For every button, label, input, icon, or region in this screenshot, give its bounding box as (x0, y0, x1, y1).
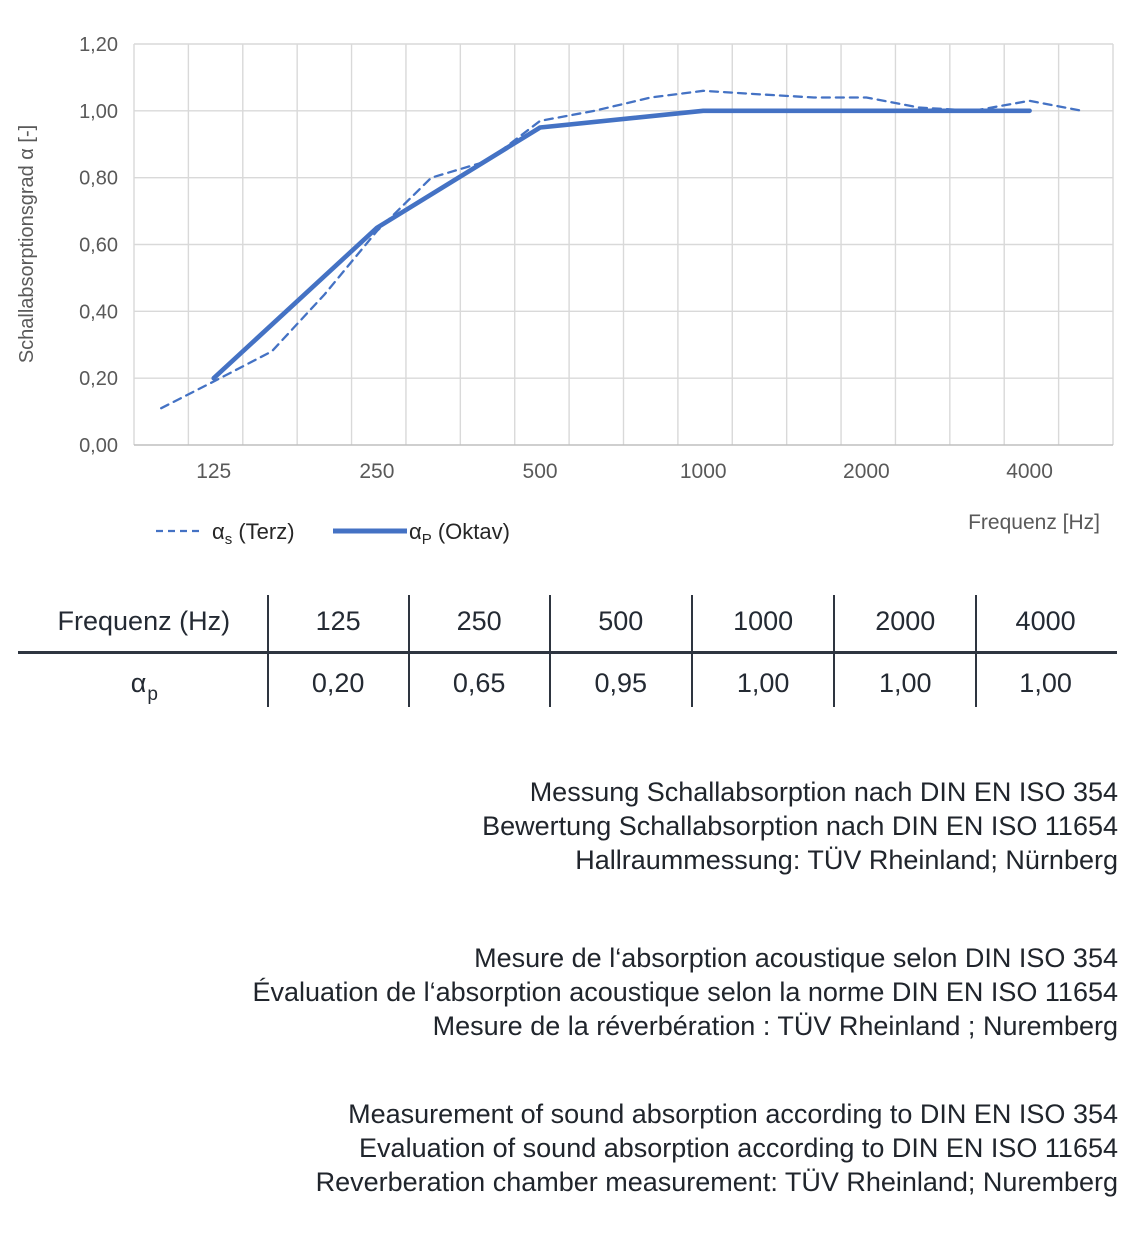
y-tick-label: 0,40 (79, 301, 118, 324)
note-line: Mesure de l‘absorption acoustique selon DIN ISO 354 (474, 943, 1118, 973)
note-line: Measurement of sound absorption according to DIN EN ISO 354 (348, 1099, 1118, 1129)
table-frequency-header: 250 (456, 606, 502, 636)
note-block-de (20, 775, 1118, 877)
note-line: Evaluation of sound absorption according to DIN EN ISO 11654 (359, 1133, 1118, 1163)
x-tick-label: 125 (196, 460, 232, 483)
note-line: Hallraummessung: TÜV Rheinland; Nürnberg (575, 845, 1118, 875)
note-line: Mesure de la réverbération : TÜV Rheinland ; Nuremberg (432, 1011, 1118, 1041)
alpha-p-table (20, 593, 1115, 711)
table-value-cell: 0,65 (452, 668, 506, 698)
y-tick-label: 0,80 (79, 167, 118, 190)
note-line: Évaluation de l‘absorption acoustique selon la norme DIN EN ISO 11654 (252, 977, 1118, 1007)
table-frequency-header: 2000 (875, 606, 936, 636)
note-line: Reverberation chamber measurement: TÜV Rheinland; Nuremberg (315, 1167, 1118, 1197)
table-value-cell: 1,00 (1019, 668, 1072, 698)
note-block-fr (20, 941, 1118, 1043)
table-frequency-header: 1000 (733, 606, 794, 636)
y-axis-title: Schallabsorptionsgrad α [-] (16, 124, 38, 364)
table-row-label-alpha-p: $\alpha_p$ (130, 668, 158, 706)
table-frequency-header: 500 (598, 606, 644, 636)
y-tick-label: 0,00 (79, 435, 118, 457)
series-terz-line (161, 91, 1082, 408)
table-frequency-header: 125 (315, 606, 361, 636)
x-tick-label: 1000 (679, 460, 727, 483)
table-value-cell: 1,00 (878, 668, 932, 698)
x-tick-label: 500 (522, 460, 558, 483)
x-tick-label: 4000 (1006, 460, 1053, 483)
note-line: Messung Schallabsorption nach DIN EN ISO 354 (529, 777, 1118, 807)
table-header-rule (18, 651, 1117, 654)
y-tick-label: 1,20 (79, 34, 118, 56)
table-value-cell: 0,20 (311, 668, 365, 698)
legend-label: $\alpha_P$ (Oktav) (409, 519, 510, 548)
legend-label: $\alpha_s$ (Terz) (212, 519, 295, 548)
y-tick-label: 0,60 (79, 234, 118, 257)
x-axis-title: Frequenz [Hz] (968, 511, 1100, 534)
table-corner-header: Frequenz (Hz) (57, 606, 231, 636)
y-tick-label: 1,00 (79, 100, 118, 123)
x-tick-label: 250 (359, 460, 395, 483)
note-line: Bewertung Schallabsorption nach DIN EN ISO 11654 (482, 811, 1118, 841)
sound-absorption-chart (0, 0, 1135, 572)
table-frequency-header: 4000 (1015, 606, 1076, 636)
legend-item (156, 519, 295, 548)
x-tick-label: 2000 (843, 460, 890, 483)
y-tick-label: 0,20 (79, 368, 118, 391)
legend-item (333, 519, 510, 548)
note-block-en (20, 1097, 1118, 1199)
table-value-cell: 1,00 (736, 668, 790, 698)
table-value-cell: 0,95 (594, 668, 648, 698)
